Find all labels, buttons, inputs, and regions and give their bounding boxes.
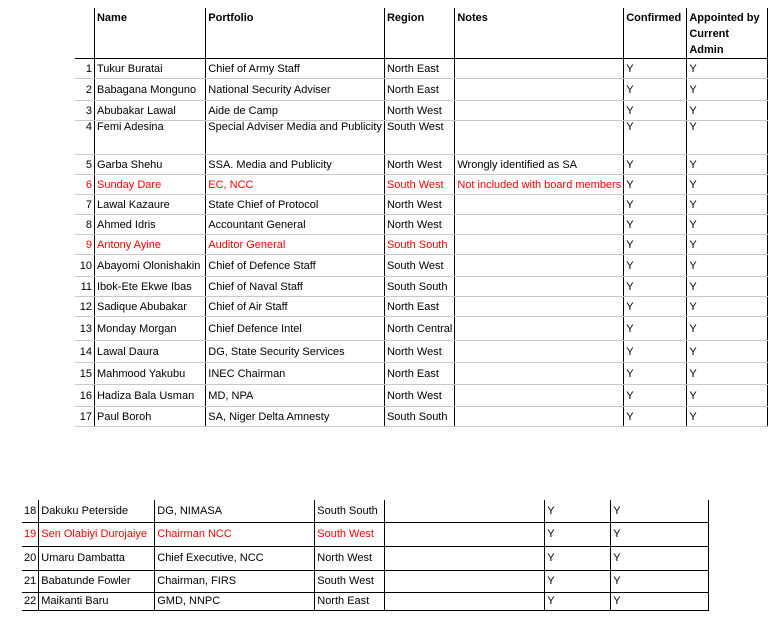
table-row (22, 522, 709, 546)
portfolio-cell: National Security Adviser (206, 79, 385, 101)
portfolio-cell: SA, Niger Delta Amnesty (206, 407, 385, 427)
name-cell: Sadique Abubakar (94, 297, 205, 317)
name-cell: Abubakar Lawal (94, 101, 205, 121)
confirmed-cell: Y (624, 363, 687, 385)
notes-header: Notes (455, 8, 624, 59)
row-number: 15 (75, 363, 94, 385)
confirmed-cell: Y (624, 407, 687, 427)
table-row (75, 385, 768, 407)
confirmed-cell: Y (624, 155, 687, 175)
appointed-cell: Y (687, 121, 768, 155)
notes-cell (385, 546, 545, 570)
name-cell: Abayomi Olonishakin (94, 255, 205, 277)
row-number: 8 (75, 215, 94, 235)
appointed-cell: Y (687, 407, 768, 427)
table-row (22, 546, 709, 570)
confirmed-cell: Y (624, 175, 687, 195)
appointed-cell: Y (687, 215, 768, 235)
row-number: 16 (75, 385, 94, 407)
notes-cell (455, 255, 624, 277)
name-cell: Hadiza Bala Usman (94, 385, 205, 407)
name-cell: Lawal Kazaure (94, 195, 205, 215)
table-row (75, 363, 768, 385)
appointed-cell: Y (687, 363, 768, 385)
notes-cell (455, 385, 624, 407)
portfolio-cell: Chief Executive, NCC (155, 546, 315, 570)
portfolio-cell: Accountant General (206, 215, 385, 235)
appointed-cell: Y (687, 341, 768, 363)
number-header (75, 8, 94, 59)
notes-cell (385, 500, 545, 522)
appointed-cell: Y (687, 385, 768, 407)
name-cell: Sunday Dare (94, 175, 205, 195)
region-cell: South West (315, 522, 385, 546)
portfolio-cell: GMD, NNPC (155, 592, 315, 610)
confirmed-cell: Y (624, 195, 687, 215)
appointed-cell: Y (687, 255, 768, 277)
name-cell: Femi Adesina (94, 121, 205, 155)
appointed-cell: Y (687, 235, 768, 255)
appointed-cell: Y (611, 522, 709, 546)
portfolio-cell: Auditor General (206, 235, 385, 255)
notes-cell (385, 592, 545, 610)
table-row (75, 255, 768, 277)
confirmed-cell: Y (624, 317, 687, 341)
name-cell: Garba Shehu (94, 155, 205, 175)
region-cell: North West (384, 341, 454, 363)
row-number: 22 (22, 592, 39, 610)
row-number: 21 (22, 570, 39, 592)
region-cell: South South (384, 407, 454, 427)
region-cell: North Central (384, 317, 454, 341)
notes-cell (455, 235, 624, 255)
appointments-table-continued (22, 500, 709, 611)
name-cell: Tukur Buratai (94, 59, 205, 79)
region-cell: North West (384, 385, 454, 407)
region-cell: South South (315, 500, 385, 522)
confirmed-header: Confirmed (624, 8, 687, 59)
appointments-table (75, 8, 768, 427)
region-cell: South West (384, 255, 454, 277)
confirmed-cell: Y (624, 235, 687, 255)
notes-cell (455, 59, 624, 79)
region-cell: North West (384, 101, 454, 121)
region-cell: North West (384, 215, 454, 235)
row-number: 18 (22, 500, 39, 522)
portfolio-cell: State Chief of Protocol (206, 195, 385, 215)
portfolio-cell: DG, State Security Services (206, 341, 385, 363)
portfolio-cell: DG, NIMASA (155, 500, 315, 522)
confirmed-cell: Y (545, 570, 611, 592)
name-cell: Babatunde Fowler (39, 570, 155, 592)
region-cell: North East (384, 297, 454, 317)
portfolio-cell: Chief of Naval Staff (206, 277, 385, 297)
notes-cell (455, 121, 624, 155)
region-header: Region (384, 8, 454, 59)
portfolio-cell: Chief of Air Staff (206, 297, 385, 317)
table-row (75, 297, 768, 317)
region-cell: South West (315, 570, 385, 592)
row-number: 6 (75, 175, 94, 195)
confirmed-cell: Y (624, 277, 687, 297)
notes-cell (455, 297, 624, 317)
table-row (75, 59, 768, 79)
row-number: 14 (75, 341, 94, 363)
notes-cell (385, 522, 545, 546)
table-row (75, 407, 768, 427)
appointed-cell: Y (687, 297, 768, 317)
name-cell: Lawal Daura (94, 341, 205, 363)
region-cell: North East (384, 79, 454, 101)
name-header: Name (94, 8, 205, 59)
region-cell: North East (315, 592, 385, 610)
portfolio-cell: SSA. Media and Publicity (206, 155, 385, 175)
name-cell: Babagana Monguno (94, 79, 205, 101)
confirmed-cell: Y (624, 79, 687, 101)
confirmed-cell: Y (624, 215, 687, 235)
appointed-cell: Y (687, 155, 768, 175)
confirmed-cell: Y (545, 546, 611, 570)
portfolio-cell: Aide de Camp (206, 101, 385, 121)
confirmed-cell: Y (545, 522, 611, 546)
appointed-cell: Y (687, 59, 768, 79)
notes-cell: Wrongly identified as SA (455, 155, 624, 175)
portfolio-cell: INEC Chairman (206, 363, 385, 385)
name-cell: Sen Olabiyi Durojaiye (39, 522, 155, 546)
confirmed-cell: Y (624, 297, 687, 317)
region-cell: North West (315, 546, 385, 570)
name-cell: Dakuku Peterside (39, 500, 155, 522)
table-row (75, 101, 768, 121)
row-number: 2 (75, 79, 94, 101)
region-cell: South South (384, 277, 454, 297)
table-row (75, 215, 768, 235)
appointed-cell: Y (611, 592, 709, 610)
row-number: 4 (75, 121, 94, 155)
table-row (75, 235, 768, 255)
appointed-cell: Y (611, 570, 709, 592)
notes-cell (455, 277, 624, 297)
name-cell: Paul Boroh (94, 407, 205, 427)
confirmed-cell: Y (545, 500, 611, 522)
row-number: 9 (75, 235, 94, 255)
confirmed-cell: Y (545, 592, 611, 610)
row-number: 13 (75, 317, 94, 341)
portfolio-cell: Chairman NCC (155, 522, 315, 546)
name-cell: Monday Morgan (94, 317, 205, 341)
row-number: 3 (75, 101, 94, 121)
confirmed-cell: Y (624, 385, 687, 407)
portfolio-cell: Chief of Army Staff (206, 59, 385, 79)
row-number: 10 (75, 255, 94, 277)
region-cell: South West (384, 175, 454, 195)
appointed-cell: Y (687, 195, 768, 215)
row-number: 5 (75, 155, 94, 175)
notes-cell (455, 79, 624, 101)
table-row (75, 341, 768, 363)
name-cell: Ahmed Idris (94, 215, 205, 235)
table-row (22, 500, 709, 522)
name-cell: Maikanti Baru (39, 592, 155, 610)
region-cell: North East (384, 363, 454, 385)
table-row (22, 570, 709, 592)
row-number: 1 (75, 59, 94, 79)
portfolio-header: Portfolio (206, 8, 385, 59)
appointed-cell: Y (687, 317, 768, 341)
region-cell: South South (384, 235, 454, 255)
table-row (75, 155, 768, 175)
portfolio-cell: Special Adviser Media and Publicity (206, 121, 385, 155)
region-cell: North West (384, 195, 454, 215)
row-number: 19 (22, 522, 39, 546)
region-cell: North East (384, 59, 454, 79)
table-row (75, 277, 768, 297)
confirmed-cell: Y (624, 255, 687, 277)
table-row (22, 592, 709, 610)
table-row (75, 175, 768, 195)
portfolio-cell: Chief of Defence Staff (206, 255, 385, 277)
appointed-cell: Y (687, 101, 768, 121)
table-row (75, 195, 768, 215)
region-cell: North West (384, 155, 454, 175)
name-cell: Ibok-Ete Ekwe Ibas (94, 277, 205, 297)
confirmed-cell: Y (624, 101, 687, 121)
notes-cell (455, 407, 624, 427)
appointed-header: Appointed by Current Admin (687, 8, 768, 59)
row-number: 17 (75, 407, 94, 427)
row-number: 12 (75, 297, 94, 317)
confirmed-cell: Y (624, 341, 687, 363)
appointed-cell: Y (687, 277, 768, 297)
notes-cell (455, 195, 624, 215)
table-row (75, 79, 768, 101)
region-cell: South West (384, 121, 454, 155)
name-cell: Antony Ayine (94, 235, 205, 255)
confirmed-cell: Y (624, 121, 687, 155)
appointed-cell: Y (611, 500, 709, 522)
appointed-cell: Y (611, 546, 709, 570)
table-row (75, 317, 768, 341)
portfolio-cell: MD, NPA (206, 385, 385, 407)
portfolio-cell: EC, NCC (206, 175, 385, 195)
name-cell: Umaru Dambatta (39, 546, 155, 570)
confirmed-cell: Y (624, 59, 687, 79)
appointed-cell: Y (687, 175, 768, 195)
header-row (75, 8, 768, 59)
notes-cell: Not included with board members (455, 175, 624, 195)
portfolio-cell: Chairman, FIRS (155, 570, 315, 592)
notes-cell (455, 317, 624, 341)
notes-cell (455, 215, 624, 235)
table-row (75, 121, 768, 155)
row-number: 7 (75, 195, 94, 215)
name-cell: Mahmood Yakubu (94, 363, 205, 385)
notes-cell (455, 363, 624, 385)
appointed-cell: Y (687, 79, 768, 101)
row-number: 20 (22, 546, 39, 570)
notes-cell (455, 101, 624, 121)
notes-cell (385, 570, 545, 592)
row-number: 11 (75, 277, 94, 297)
portfolio-cell: Chief Defence Intel (206, 317, 385, 341)
notes-cell (455, 341, 624, 363)
